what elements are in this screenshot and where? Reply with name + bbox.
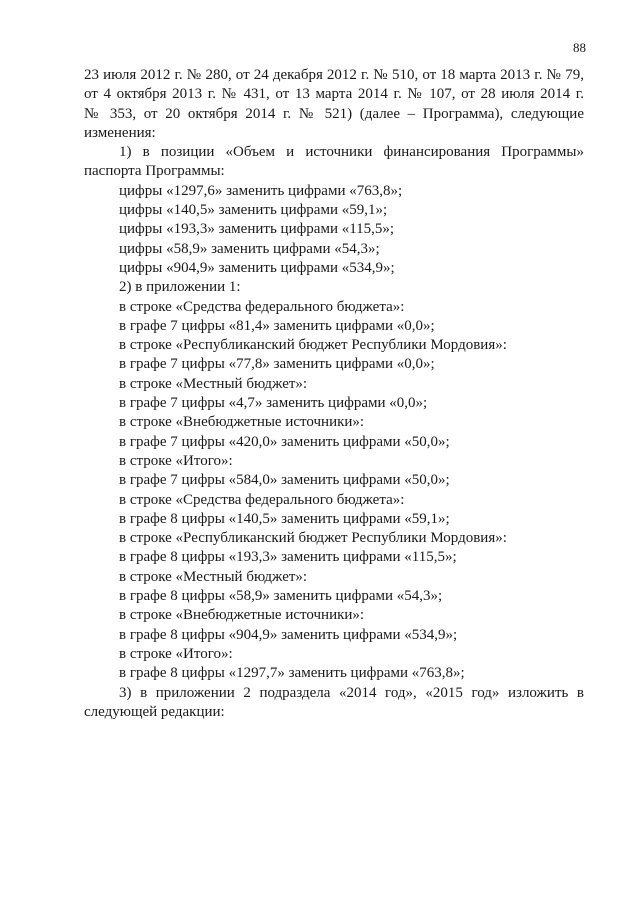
item1-change-4: цифры «58,9» заменить цифрами «54,3»;	[119, 240, 380, 257]
item2-line-14: в графе 8 цифры «193,3» заменить цифрами «115,5»;	[119, 549, 457, 566]
item1-change-5: цифры «904,9» заменить цифрами «534,9»;	[119, 259, 395, 276]
item2-line-19: в строке «Итого»:	[119, 645, 233, 662]
item2-line-4: в графе 7 цифры «77,8» заменить цифрами «0,0»;	[119, 356, 435, 373]
intro-line-1: 23 июля 2012 г. № 280, от 24 декабря 2012 г. № 510, от 18 марта 2013 г. № 79,	[84, 67, 584, 83]
item2-line-17: в строке «Внебюджетные источники»:	[119, 607, 365, 624]
item2-line-7: в строке «Внебюджетные источники»:	[119, 414, 365, 431]
intro-line-3: № 353, от 20 октября 2014 г. № 521) (далее – Программа), следующие	[84, 105, 584, 122]
item3-line-1: 3) в приложении 2 подраздела «2014 год», «2015 год» изложить в	[119, 684, 584, 701]
item1-line-1: 1) в позиции «Объем и источники финансирования Программы»	[119, 144, 584, 161]
item2-line-2: в графе 7 цифры «81,4» заменить цифрами «0,0»;	[119, 317, 435, 334]
item2-changes-list	[84, 298, 584, 684]
item2-line-18: в графе 8 цифры «904,9» заменить цифрами «534,9»;	[119, 626, 458, 643]
item2-line-15: в строке «Местный бюджет»:	[119, 568, 308, 585]
item1-change-3: цифры «193,3» заменить цифрами «115,5»;	[119, 221, 395, 238]
item2-heading: 2) в приложении 1:	[119, 279, 241, 296]
item2-line-11: в строке «Средства федерального бюджета»:	[119, 491, 405, 508]
item2-line-20: в графе 8 цифры «1297,7» заменить цифрами «763,8»;	[119, 665, 465, 682]
item2-line-3: в строке «Республиканский бюджет Республики Мордовия»:	[119, 337, 507, 354]
document-body	[84, 66, 584, 722]
item1-change-1: цифры «1297,6» заменить цифрами «763,8»;	[119, 182, 403, 199]
item2-line-5: в строке «Местный бюджет»:	[119, 375, 308, 392]
item2-line-13: в строке «Республиканский бюджет Республики Мордовия»:	[119, 530, 507, 547]
intro-line-2: от 4 октября 2013 г. № 431, от 13 марта 2014 г. № 107, от 28 июля 2014 г.	[84, 86, 584, 103]
item1-change-2: цифры «140,5» заменить цифрами «59,1»;	[119, 202, 388, 219]
item1-line-2: паспорта Программы:	[84, 163, 225, 180]
item2-line-1: в строке «Средства федерального бюджета»:	[119, 298, 405, 315]
item2-line-16: в графе 8 цифры «58,9» заменить цифрами «54,3»;	[119, 588, 443, 605]
item2-line-9: в строке «Итого»:	[119, 452, 233, 469]
intro-line-4: изменения:	[84, 124, 156, 141]
page-number: 88	[573, 40, 586, 55]
item2-line-12: в графе 8 цифры «140,5» заменить цифрами «59,1»;	[119, 510, 450, 527]
item3-line-2: следующей редакции:	[84, 703, 225, 720]
item2-line-8: в графе 7 цифры «420,0» заменить цифрами «50,0»;	[119, 433, 450, 450]
item2-line-10: в графе 7 цифры «584,0» заменить цифрами «50,0»;	[119, 472, 450, 489]
item1-changes-list	[84, 182, 584, 278]
item2-line-6: в графе 7 цифры «4,7» заменить цифрами «0,0»;	[119, 395, 428, 412]
